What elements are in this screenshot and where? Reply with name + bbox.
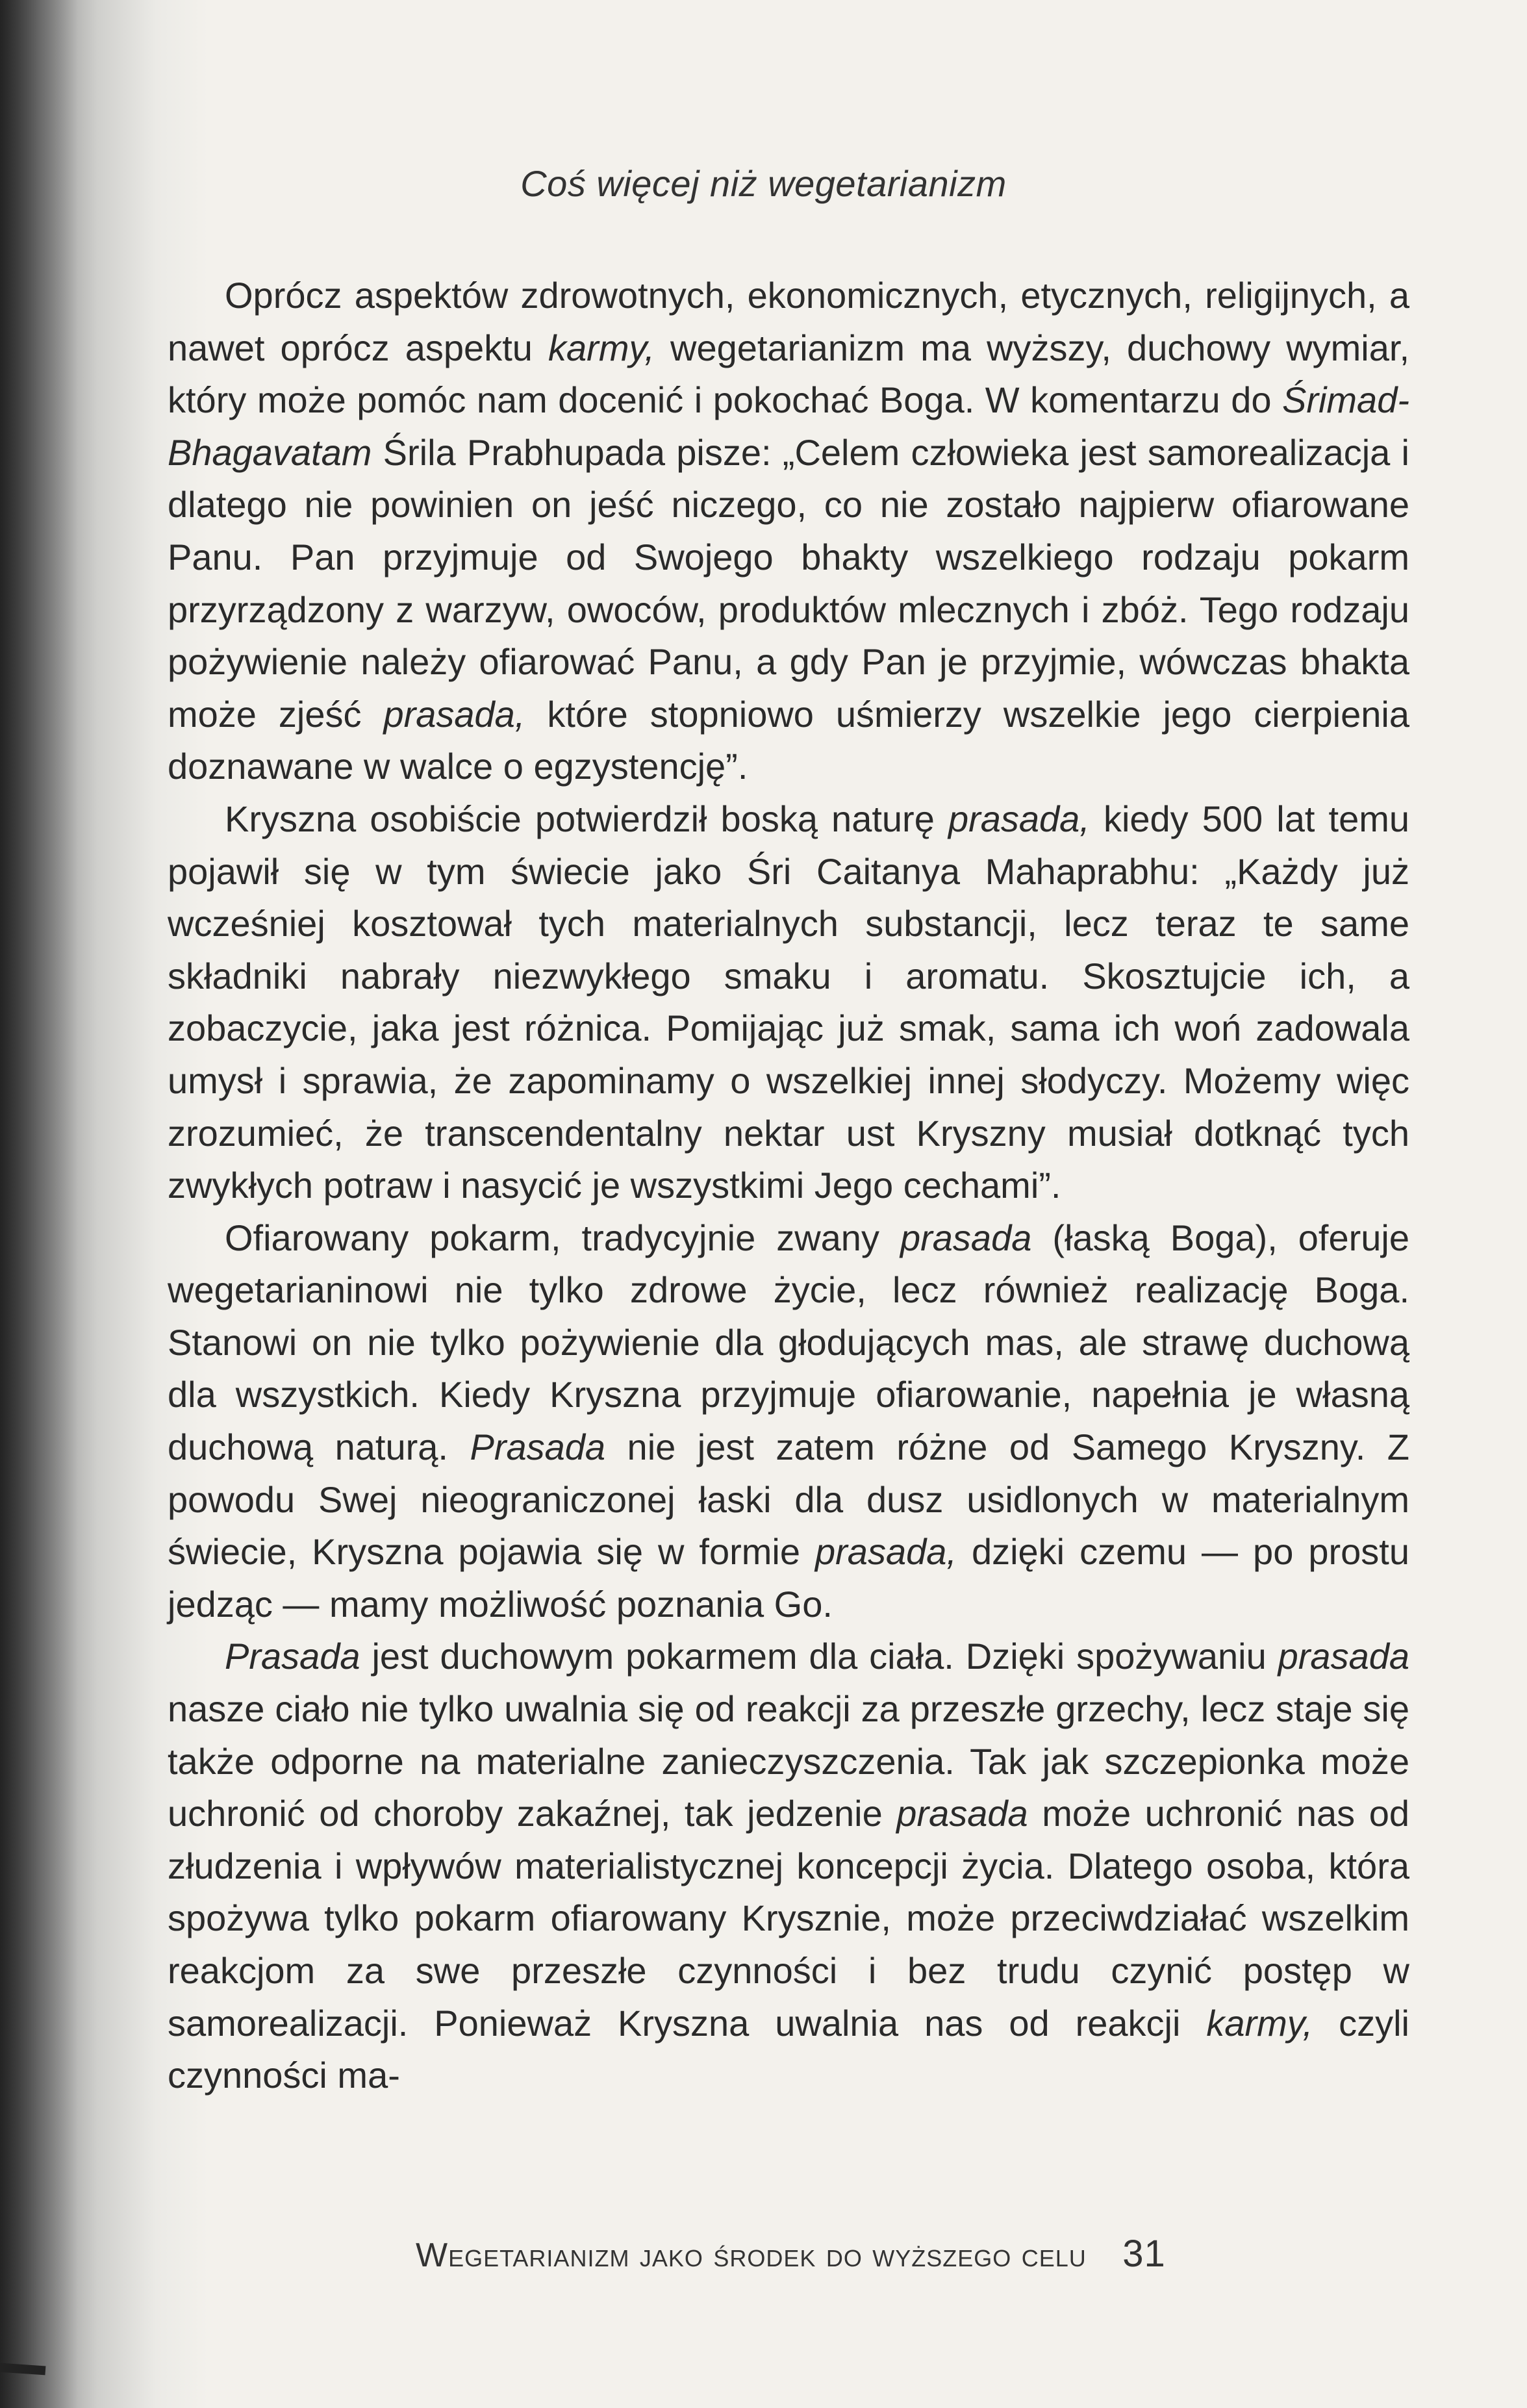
text-run: (łaską Boga), oferuje wegetarianinowi nie tylko zdrowe życie, lecz również realizację Boga. Stanowi on nie tylko pożywienie dla głodujących mas, ale strawę duchową dla wszystkich. Kiedy Kryszna przyjmuje ofiarowanie, napełnia je własną duchową naturą. xyxy=(168,1217,1409,1468)
paragraph xyxy=(168,793,1409,1212)
italic-term: prasada xyxy=(896,1793,1028,1834)
chapter-title: Wegetarianizm jako środek do wyższego celu xyxy=(416,2237,1087,2274)
italic-term: Prasada xyxy=(225,1636,360,1677)
text-run: nasze ciało nie tylko uwalnia się od reakcji za przeszłe grzechy, lecz staje się także odporne na materialne zanieczyszczenia. Tak jak szczepionka może uchronić od choroby zakaźnej, tak jedzenie xyxy=(168,1688,1409,1834)
italic-term: prasada xyxy=(900,1217,1032,1258)
text-run: Kryszna osobiście potwierdził boską naturę xyxy=(225,798,948,839)
italic-term: prasada, xyxy=(383,693,525,735)
text-run: Ofiarowany pokarm, tradycyjnie zwany xyxy=(225,1217,900,1258)
text-run: nie jest zatem różne od Samego Kryszny. Z powodu Swej nieograniczonej łaski dla dusz usidlonych w materialnym świecie, Kryszna pojawia się w formie xyxy=(168,1426,1410,1573)
text-run: wegetarianizm ma wyższy, duchowy wymiar, który może pomóc nam docenić i pokochać Boga. W komentarzu do xyxy=(168,327,1409,421)
italic-term: prasada, xyxy=(948,798,1090,839)
text-run: jest duchowym pokarmem dla ciała. Dzięki spożywaniu xyxy=(360,1636,1278,1677)
paragraph xyxy=(168,270,1409,793)
italic-term: karmy, xyxy=(1206,2002,1313,2044)
italic-term: Prasada xyxy=(470,1426,606,1468)
text-run: może uchronić nas od złudzenia i wpływów materialistycznej koncepcji życia. Dlatego osoba, która spożywa tylko pokarm ofiarowany Krysznie, może przeciwdziałać wszelkim reakcjom za swe przeszłe czynności i bez trudu czynić postęp w samorealizacji. Ponieważ Kryszna uwalnia nas od reakcji xyxy=(168,1793,1410,2044)
body-text xyxy=(168,270,1409,2102)
text-run: Śrila Prabhupada pisze: „Celem człowieka jest samorealizacja i dlatego nie powinien on jeść niczego, co nie zostało najpierw ofiarowane Panu. Pan przyjmuje od Swojego bhakty wszelkiego rodzaju pokarm przyrządzony z warzyw, owoców, produktów mlecznych i zbóż. Tego rodzaju pożywienie należy ofiarować Panu, a gdy Pan je przyjmie, wówczas bhakta może zjeść xyxy=(168,431,1409,735)
running-head: Coś więcej niż wegetarianizm xyxy=(520,163,1007,204)
text-run: które stopniowo uśmierzy wszelkie jego cierpienia doznawane w walce o egzystencję”. xyxy=(168,693,1409,787)
text-run: Oprócz aspektów zdrowotnych, ekonomicznych, etycznych, religijnych, a nawet oprócz aspektu xyxy=(168,275,1409,368)
text-run: czyli czynności ma- xyxy=(168,2002,1409,2096)
paragraph xyxy=(168,1630,1409,2101)
page-number: 31 xyxy=(1122,2233,1166,2275)
text-run: dzięki czemu — po prostu jedząc — mamy możliwość poznania Go. xyxy=(168,1531,1409,1625)
spine-shadow xyxy=(0,0,78,2408)
page-footer xyxy=(416,2232,1416,2275)
paragraph xyxy=(168,1212,1409,1631)
text-run: kiedy 500 lat temu pojawił się w tym świecie jako Śri Caitanya Mahaprabhu: „Każdy już wcześniej kosztował tych materialnych substancji, lecz teraz te same składniki nabrały niezwykłego smaku i aromatu. Skosztujcie ich, a zobaczycie, jaka jest różnica. Pomijając już smak, sama ich woń zadowala umysł i sprawia, że zapominamy o wszelkiej innej słodyczy. Możemy więc zrozumieć, że transcendentalny nektar ust Kryszny musiał dotknąć tych zwykłych potraw i nasycić je wszystkimi Jego cechami”. xyxy=(168,798,1410,1206)
italic-term: Śrimad-Bhagavatam xyxy=(168,379,1409,473)
italic-term: karmy, xyxy=(548,327,655,368)
italic-term: prasada xyxy=(1278,1636,1409,1677)
italic-term: prasada, xyxy=(815,1531,957,1573)
